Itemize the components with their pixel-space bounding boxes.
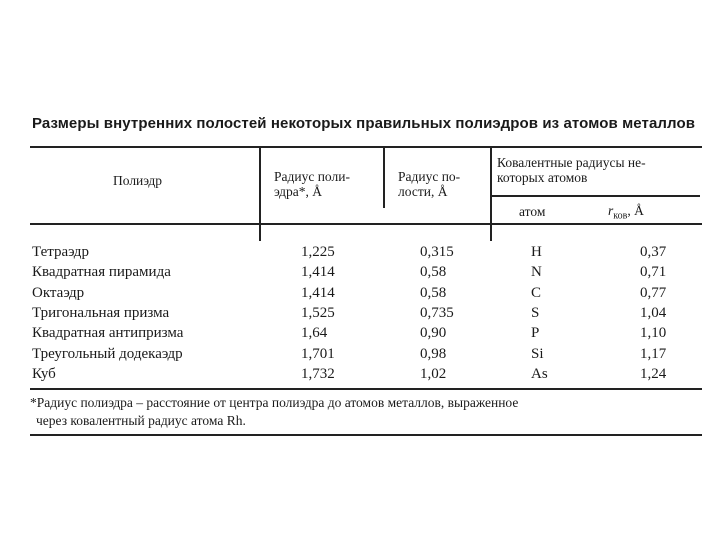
cell-radius-cavity: 0,735	[420, 304, 454, 321]
cell-covalent-radius: 1,10	[640, 325, 667, 342]
cell-radius-polyhedron: 1,732	[301, 365, 335, 382]
cell-polyhedron: Куб	[32, 365, 56, 382]
cell-radius-cavity: 0,98	[420, 345, 447, 362]
cell-radius-polyhedron: 1,414	[301, 264, 335, 281]
rule-header-bottom	[30, 223, 702, 225]
rule-body-bottom	[30, 388, 702, 390]
table-title: Размеры внутренних полостей некоторых правильных полиэдров из атомов металлов	[32, 115, 696, 132]
header-radius-cavity-line1: Радиус по-	[398, 169, 461, 184]
cell-polyhedron: Квадратная антипризма	[32, 325, 184, 342]
cell-atom: N	[531, 264, 542, 281]
header-radius-cavity	[398, 169, 460, 199]
header-radius-polyhedron-line1: Радиус поли-	[274, 169, 350, 184]
header-r-unit: , Å	[627, 203, 644, 218]
header-covalent-line1: Ковалентные радиусы не-	[497, 155, 646, 170]
header-covalent-line2: которых атомов	[497, 170, 588, 185]
rule-footnote-bottom	[30, 434, 702, 436]
cell-radius-cavity: 1,02	[420, 365, 447, 382]
rule-covalent-sub	[492, 195, 700, 197]
cell-atom: P	[531, 325, 540, 342]
cell-atom: S	[531, 304, 540, 321]
cell-radius-cavity: 0,58	[420, 264, 447, 281]
cell-radius-polyhedron: 1,414	[301, 284, 335, 301]
cell-radius-polyhedron: 1,64	[301, 325, 328, 342]
cell-radius-polyhedron: 1,701	[301, 345, 335, 362]
cell-polyhedron: Тетраэдр	[32, 244, 89, 260]
header-r-symbol: r	[608, 203, 614, 218]
divider-1	[259, 148, 261, 241]
footnote-line1: *Радиус полиэдра – расстояние от центра полиэдра до атомов металлов, выраженное	[30, 395, 519, 410]
cell-atom: C	[531, 284, 542, 301]
cell-atom: Si	[531, 345, 544, 362]
header-polyhedron: Полиэдр	[113, 173, 162, 188]
cell-covalent-radius: 0,71	[640, 264, 667, 281]
header-radius-cavity-line2: лости, Å	[398, 184, 448, 199]
cell-covalent-radius: 1,24	[640, 365, 667, 382]
header-radius-polyhedron	[274, 169, 350, 199]
cell-radius-polyhedron: 1,225	[301, 244, 335, 260]
cell-atom: H	[531, 244, 542, 260]
cell-radius-cavity: 0,90	[420, 325, 447, 342]
cell-polyhedron: Треугольный додекаэдр	[32, 345, 183, 362]
cell-covalent-radius: 1,17	[640, 345, 667, 362]
divider-2	[383, 148, 385, 208]
header-covalent	[497, 155, 646, 185]
header-radius-polyhedron-line2: эдра*, Å	[274, 184, 322, 199]
header-atom: атом	[519, 204, 546, 219]
divider-3	[490, 148, 492, 241]
cell-covalent-radius: 1,04	[640, 304, 667, 321]
cell-polyhedron: Октаэдр	[32, 284, 85, 301]
cell-polyhedron: Тригональная призма	[32, 304, 170, 321]
cell-atom: As	[531, 365, 548, 382]
cell-radius-cavity: 0,315	[420, 244, 454, 260]
cell-polyhedron: Квадратная пирамида	[32, 264, 171, 281]
cell-covalent-radius: 0,37	[640, 244, 667, 260]
cell-covalent-radius: 0,77	[640, 284, 667, 301]
rule-top	[30, 146, 702, 148]
header-r-cov	[608, 203, 644, 224]
cell-radius-polyhedron: 1,525	[301, 304, 335, 321]
cell-radius-cavity: 0,58	[420, 284, 447, 301]
footnote-line2: через ковалентный радиус атома Rh.	[36, 413, 246, 428]
header-r-sub: ков	[613, 210, 628, 222]
